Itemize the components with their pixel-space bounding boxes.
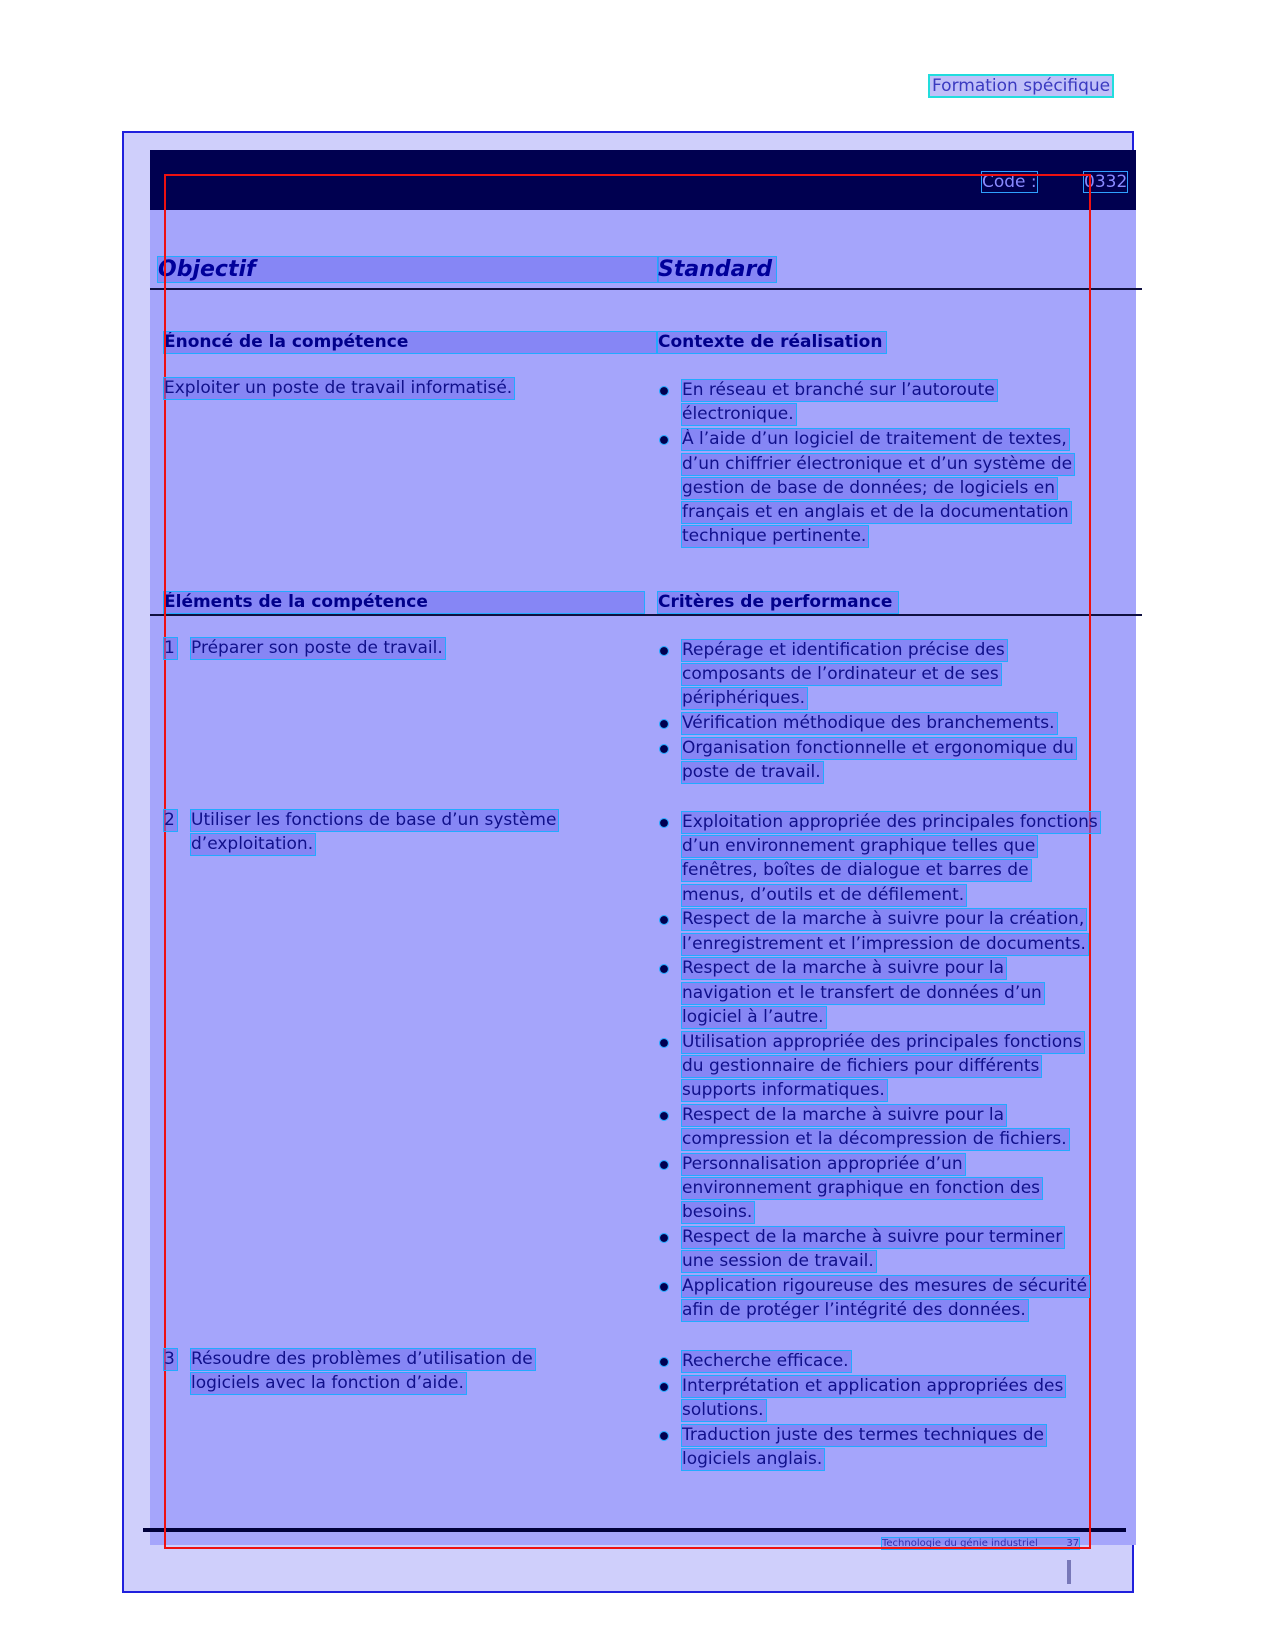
criteria-heading: Critères de performance (658, 592, 898, 613)
bullet-icon (660, 1358, 668, 1366)
criterion-line: Respect de la marche à suivre pour terminer (682, 1227, 1063, 1247)
bullet-icon (660, 1112, 668, 1120)
element-label: Préparer son poste de travail. (191, 638, 443, 658)
bullet-icon (660, 745, 668, 753)
page-number: 37 (1066, 1538, 1080, 1549)
criterion-line: Exploitation appropriée des principales fonctions (682, 812, 1098, 832)
element-label: logiciels avec la fonction d’aide. (191, 1373, 464, 1394)
standard-title: Standard (658, 257, 776, 282)
bullet-icon (660, 1432, 668, 1440)
criterion-line: l’enregistrement et l’impression de documents. (682, 933, 1086, 954)
criterion-line: compression et la décompression de fichiers. (682, 1129, 1067, 1149)
criterion-line: d’un environnement graphique telles que (682, 836, 1036, 857)
criterion-line: Respect de la marche à suivre pour la (682, 1104, 1005, 1125)
context-line: En réseau et branché sur l’autoroute (682, 380, 995, 400)
objective-title: Objectif (158, 257, 658, 282)
element-label: Utiliser les fonctions de base d’un système (191, 810, 557, 830)
code-value: 0332 (1084, 172, 1128, 192)
criterion-line: supports informatiques. (682, 1080, 885, 1100)
context-line: français et en anglais et de la documentation (682, 502, 1069, 522)
elements-heading: Éléments de la compétence (164, 592, 644, 613)
criterion-line: Traduction juste des termes techniques de (682, 1424, 1044, 1445)
criterion-line: Organisation fonctionnelle et ergonomique du (682, 738, 1074, 758)
bullet-icon (660, 1161, 668, 1169)
criterion-line: Recherche efficace. (682, 1351, 849, 1371)
criterion-line: Application rigoureuse des mesures de sécurité (682, 1276, 1088, 1296)
program-label: Formation spécifique (932, 76, 1111, 96)
context-line: d’un chiffrier électronique et d’un système de (682, 453, 1073, 474)
bullet-icon (660, 647, 668, 655)
criterion-line: besoins. (682, 1202, 753, 1223)
bullet-icon (660, 1383, 668, 1391)
element-number: 3 (164, 1349, 175, 1369)
bullet-icon (660, 1039, 668, 1047)
text-cursor (1067, 1560, 1071, 1584)
element-number: 1 (164, 638, 175, 658)
element-number: 2 (164, 810, 175, 830)
bullet-icon (660, 1234, 668, 1242)
context-line: technique pertinente. (682, 526, 867, 547)
statement-heading: Énoncé de la compétence (164, 332, 656, 353)
statement-text: Exploiter un poste de travail informatisé. (164, 378, 513, 398)
criterion-line: du gestionnaire de fichiers pour différents (682, 1055, 1040, 1076)
criterion-line: une session de travail. (682, 1251, 874, 1272)
bullet-icon (660, 819, 668, 827)
criterion-line: périphériques. (682, 688, 805, 709)
criterion-line: logiciels anglais. (682, 1449, 823, 1469)
context-heading: Contexte de réalisation (658, 332, 886, 353)
criterion-line: logiciel à l’autre. (682, 1006, 824, 1027)
criterion-line: Repérage et identification précise des (682, 640, 1005, 660)
criterion-line: Respect de la marche à suivre pour la création, (682, 909, 1085, 930)
criterion-line: solutions. (682, 1400, 764, 1420)
context-line: électronique. (682, 404, 794, 425)
criterion-line: environnement graphique en fonction des (682, 1178, 1041, 1198)
footer-program: Technologie du génie industriel (882, 1538, 1038, 1549)
criterion-line: composants de l’ordinateur et de ses (682, 664, 999, 685)
criterion-line: Vérification méthodique des branchements. (682, 713, 1055, 734)
element-label: Résoudre des problèmes d’utilisation de (191, 1349, 533, 1369)
bullet-icon (660, 1283, 668, 1291)
criterion-line: navigation et le transfert de données d’un (682, 982, 1042, 1003)
context-line: À l’aide d’un logiciel de traitement de textes, (682, 429, 1067, 450)
criterion-line: fenêtres, boîtes de dialogue et barres de (682, 860, 1029, 881)
element-label: d’exploitation. (191, 834, 314, 855)
criterion-line: menus, d’outils et de défilement. (682, 884, 965, 905)
criterion-line: Interprétation et application appropriées des (682, 1375, 1064, 1396)
criterion-line: Utilisation appropriée des principales fonctions (682, 1031, 1082, 1052)
criterion-line: Respect de la marche à suivre pour la (682, 958, 1005, 979)
criterion-line: Personnalisation appropriée d’un (682, 1153, 963, 1174)
criterion-line: poste de travail. (682, 762, 821, 783)
bullet-icon (660, 387, 668, 395)
context-line: gestion de base de données; de logiciels en (682, 477, 1055, 498)
code-label: Code : (982, 172, 1037, 192)
criterion-line: afin de protéger l’intégrité des données. (682, 1300, 1026, 1321)
